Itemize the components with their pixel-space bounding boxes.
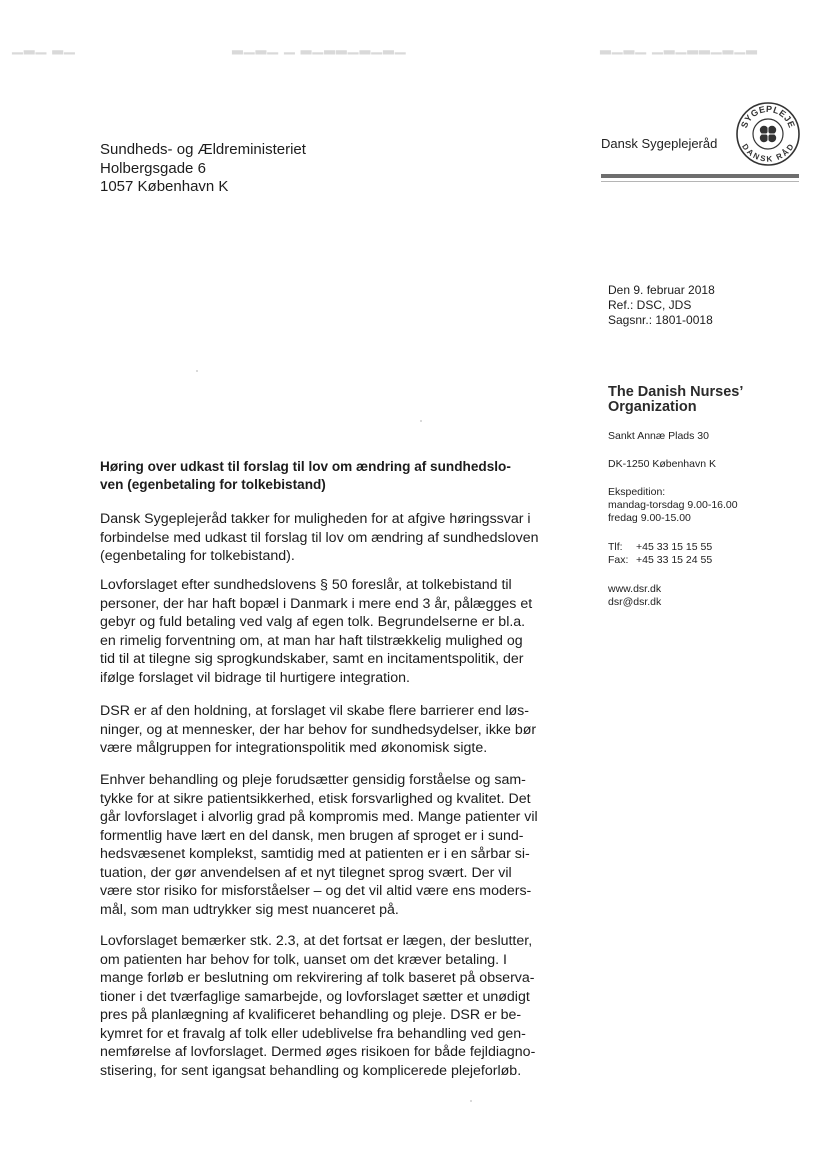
opening-hours — [608, 486, 738, 525]
phone-fax — [608, 541, 712, 567]
paragraph-line: formentlig have lært en del dansk, men brugen af sproget er i sund- — [100, 827, 524, 844]
email-link[interactable]: dsr@dsr.dk — [608, 596, 662, 608]
opening-hours-weekdays: mandag-torsdag 9.00-16.00 — [608, 499, 738, 511]
paragraph-line: ifølge forslaget vil bidrage til hurtigere integration. — [100, 669, 410, 686]
paragraph-line: om patienten har behov for tolk, uanset om det kræver betaling. I — [100, 951, 507, 968]
letter-heading-line1: Høring over udkast til forslag til lov om ændring af sundhedslo- — [100, 459, 511, 474]
website-link[interactable]: www.dsr.dk — [608, 583, 662, 595]
paragraph-line: Dansk Sygeplejeråd takker for muligheden for at afgive høringssvar i — [100, 511, 531, 527]
paragraph-line: forbindelse med udkast til forslag til lov om ændring af sundhedsloven — [100, 529, 539, 546]
paragraph-3 — [100, 702, 570, 758]
paragraph-line: mange forløb er beslutning om rekvirering af tolk baseret på observa- — [100, 970, 535, 986]
paragraph-line: pres på planlægning af kvalificeret behandling og pleje. DSR er be- — [100, 1007, 522, 1023]
paragraph-line: en rimelig forventning om, at man har haft tilstrækkelig mulighed og — [100, 632, 523, 649]
dsr-seal-logo — [735, 101, 801, 167]
org-name — [608, 385, 743, 415]
paragraph-line: gebyr og fuld betaling ved valg af egen tolk. Begrundelserne er bl.a. — [100, 614, 526, 630]
paragraph-line: tioner i det tværfaglige samarbejde, og lovforslaget sætter et unødigt — [100, 988, 530, 1005]
paragraph-line: DSR er af den holdning, at forslaget vil skabe flere barrierer end løs- — [100, 703, 529, 719]
phone-label: Tlf: — [608, 541, 623, 553]
paragraph-line: tykke for at sikre patientsikkerhed, etisk forsvarlighed og kvalitet. Det — [100, 790, 531, 807]
seal-text-top: SYGEPLEJE — [739, 103, 797, 130]
opening-hours-label: Ekspedition: — [608, 486, 666, 498]
recipient-name: Sundheds- og Ældreministeriet — [100, 141, 306, 158]
paragraph-line: Lovforslaget bemærker stk. 2.3, at det fortsat er lægen, der beslutter, — [100, 933, 533, 949]
paragraph-line: mål, som man udtrykker sig mest nuanceret på. — [100, 901, 399, 918]
scan-ghost-middle: ▂▁▂▁ ▁ ▂▁▂▂▁▂▁▂▁ — [232, 38, 407, 54]
paragraph-4 — [100, 771, 570, 919]
header-rule-thin — [601, 181, 799, 182]
recipient-street: Holbergsgade 6 — [100, 159, 206, 177]
scan-speck — [196, 370, 198, 372]
paragraph-line: går lovforslaget i alvorlig grad på kompromis med. Mange patienter vil — [100, 809, 538, 825]
header-rule — [601, 174, 799, 178]
letter-heading — [100, 458, 570, 494]
paragraph-line: (egenbetaling for tolkebistand). — [100, 548, 295, 564]
scan-ghost-right: ▂▁▂▁ ▁▂▁▂▂▁▂▁▂ — [600, 38, 758, 54]
scan-speck — [420, 420, 422, 422]
paragraph-line: ninger, og at mennesker, der har behov for sundhedsydelser, ikke bør — [100, 721, 537, 738]
opening-hours-friday: fredag 9.00-15.00 — [608, 512, 691, 524]
paragraph-line: tuation, der gør anvendelsen af et nyt tilegnet sprog svært. Der vil — [100, 864, 512, 881]
brand-name: Dansk Sygeplejeråd — [601, 136, 718, 151]
letter-reference: Ref.: DSC, JDS — [608, 298, 692, 312]
seal-text-bottom: DANSK RÅD — [740, 142, 796, 164]
paragraph-line: stisering, for sent igangsat behandling og komplicerede plejeforløb. — [100, 1062, 522, 1079]
paragraph-line: Enhver behandling og pleje forudsætter gensidig forståelse og sam- — [100, 772, 526, 788]
paragraph-5 — [100, 932, 570, 1080]
scan-ghost-left: ▁▂▁ ▂▁ — [12, 38, 76, 54]
fax-number: +45 33 15 24 55 — [636, 554, 713, 566]
letter-heading-line2: ven (egenbetaling for tolkebistand) — [100, 477, 326, 492]
fax-label: Fax: — [608, 554, 629, 566]
svg-text:DANSK RÅD — [740, 142, 796, 164]
org-address-city: DK-1250 København K — [608, 458, 716, 470]
paragraph-line: Lovforslaget efter sundhedslovens § 50 foreslår, at tolkebistand til — [100, 577, 512, 593]
paragraph-line: nemførelse af lovforslaget. Dermed øges risikoen for både fejldiagno- — [100, 1044, 536, 1060]
paragraph-line: personer, der har haft bopæl i Danmark i mere end 3 år, pålægges et — [100, 595, 533, 612]
org-name-line2: Organization — [608, 399, 697, 415]
paragraph-line: være stor risiko for misforståelser – og det vil altid være ens moders- — [100, 883, 532, 899]
phone-number: +45 33 15 15 55 — [636, 541, 713, 553]
date-reference-block — [608, 283, 715, 328]
paragraph-line: kymret for et fravalg af tolk eller udeblivelse fra behandling ved gen- — [100, 1025, 526, 1042]
scan-speck — [470, 1100, 472, 1102]
web-contact — [608, 583, 661, 609]
paragraph-line: hedsvæsenet komplekst, samtidig med at patienten er i en sårbar si- — [100, 846, 530, 862]
letter-date: Den 9. februar 2018 — [608, 283, 715, 297]
org-address-street: Sankt Annæ Plads 30 — [608, 430, 709, 442]
paragraph-line: være målgruppen for integrationspolitik med økonomisk sigte. — [100, 740, 488, 756]
org-name-line1: The Danish Nurses’ — [608, 384, 744, 400]
paragraph-1 — [100, 510, 570, 566]
recipient-city: 1057 København K — [100, 178, 229, 195]
paragraph-2 — [100, 576, 570, 687]
paragraph-line: tid til at tilegne sig sprogkundskaber, samt en incitamentspolitik, der — [100, 651, 524, 667]
case-number: Sagsnr.: 1801-0018 — [608, 313, 713, 327]
recipient-address — [100, 141, 306, 197]
